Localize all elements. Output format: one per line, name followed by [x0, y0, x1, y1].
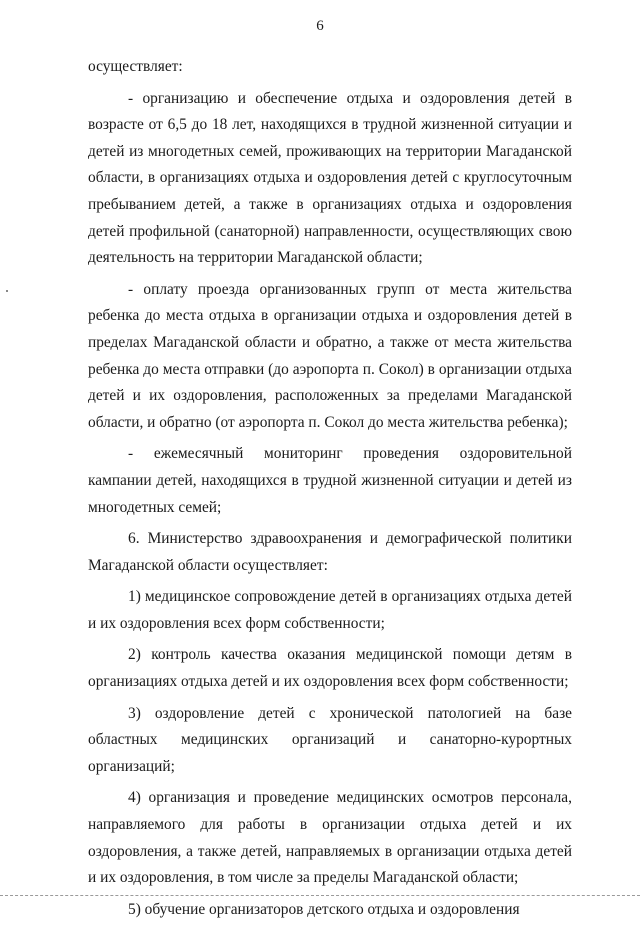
scan-artifact — [6, 290, 8, 292]
page-bottom-edge — [0, 895, 640, 896]
paragraph: - ежемесячный мониторинг проведения оздоровительной кампании детей, находящихся в трудной жизненной ситуации и детей из многодетных семей; — [88, 445, 572, 516]
paragraph: 1) медицинское сопровождение детей в организациях отдыха детей и их оздоровления всех форм собственности; — [88, 588, 572, 632]
page-number: 6 — [316, 18, 324, 34]
paragraph: - организацию и обеспечение отдыха и оздоровления детей в возрасте от 6,5 до 18 лет, находящихся в трудной жизненной ситуации и детей из многодетных семей, проживающих на территории Магаданской области, в организациях отдыха и оздоровления детей с круглосуточным пребыванием детей, а также в организациях отдыха и оздоровления детей профильной (санаторной) направленности, осуществляющих свою деятельность на территории Магаданской области; — [88, 89, 572, 267]
document-body — [88, 54, 572, 928]
paragraph: 4) организация и проведение медицинских осмотров персонала, направляемого для работы в организации отдыха детей и их оздоровления, а также детей, направляемых в организации отдыха детей и их оздоровления, в том числе за пределы Магаданской области; — [88, 789, 572, 887]
paragraph: 2) контроль качества оказания медицинской помощи детям в организациях отдыха детей и их оздоровления всех форм собственности; — [88, 646, 572, 691]
paragraph: 6. Министерство здравоохранения и демографической политики Магаданской области осуществляет: — [88, 530, 572, 574]
paragraph: осуществляет: — [88, 58, 183, 75]
paragraph: 5) обучение организаторов детского отдыха и оздоровления — [128, 900, 520, 918]
paragraph: - оплату проезда организованных групп от места жительства ребенка до места отдыха в организации отдыха и оздоровления детей в пределах Магаданской области и обратно, а также от места жительства ребенка до места отправки (до аэропорта п. Сокол) в организации отдыха детей и их оздоровления, расположенных за пределами Магаданской области, и обратно (от аэропорта п. Сокол до места жительства ребенка); — [88, 280, 572, 431]
paragraph: 3) оздоровление детей с хронической патологией на базе областных медицинских организаций и санаторно-курортных организаций; — [88, 704, 572, 775]
